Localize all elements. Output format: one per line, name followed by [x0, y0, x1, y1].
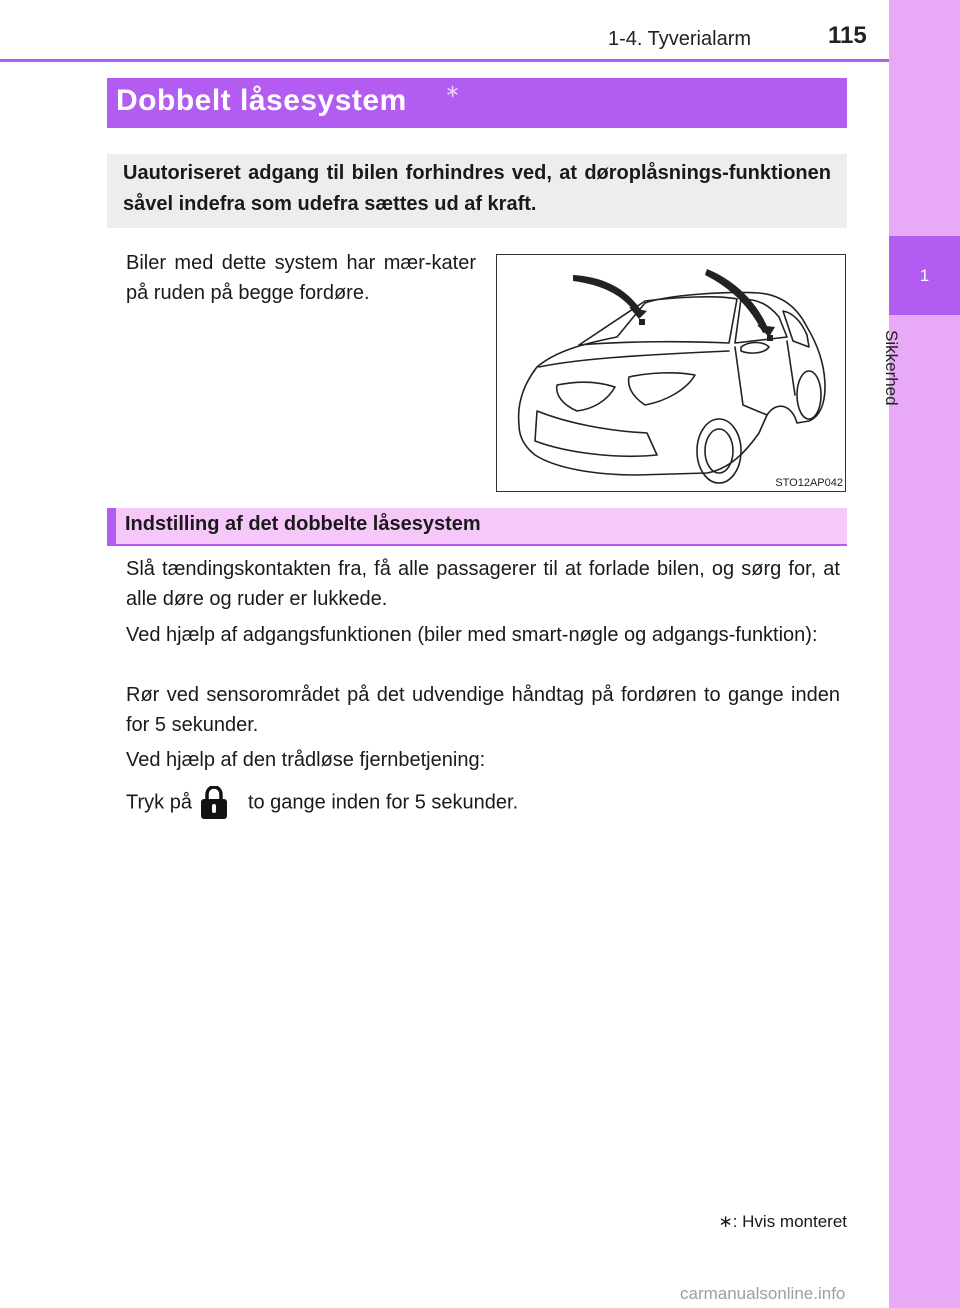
paragraph-2: Ved hjælp af adgangsfunktionen (biler med smart-nøgle og adgangs-funktion): — [126, 624, 818, 646]
page-title: Dobbelt låsesystem — [116, 84, 407, 117]
sticker-windshield — [639, 319, 645, 325]
header-rule — [0, 59, 889, 62]
chapter-label: Sikkerhed — [882, 330, 901, 406]
title-bar — [107, 78, 847, 128]
lock-icon — [200, 786, 228, 820]
chapter-number: 1 — [919, 265, 930, 285]
watermark: carmanualsonline.info — [680, 1284, 846, 1303]
summary-box — [107, 154, 847, 228]
paragraph-press — [126, 786, 840, 820]
page-number: 115 — [828, 22, 867, 49]
intro-text: Biler med dette system har mær-kater på ruden på begge fordøre. — [126, 252, 476, 304]
footnote-marker: ∗ — [718, 1212, 733, 1231]
footnote — [718, 1212, 847, 1232]
car-drawing — [497, 255, 845, 491]
subsection-accent — [107, 508, 116, 544]
press-text-before: Tryk på — [126, 791, 192, 814]
footnote-text: : Hvis monteret — [732, 1212, 847, 1231]
figure-code: STO12AP042 — [775, 477, 843, 489]
summary-text: Uautoriseret adgang til bilen forhindres ved, at døroplåsnings-funktionen såvel indefra som udefra sættes ud af kraft. — [123, 162, 831, 215]
side-strip — [882, 0, 960, 1308]
paragraph-4: Ved hjælp af den trådløse fjernbetjening: — [126, 749, 486, 771]
title-marker: ∗ — [445, 81, 461, 101]
subsection-title: Indstilling af det dobbelte låsesystem — [125, 513, 481, 535]
paragraph-1: Slå tændingskontakten fra, få alle passagerer til at forlade bilen, og sørg for, at alle døre og ruder er lukkede. — [126, 558, 840, 610]
paragraph-3: Rør ved sensorområdet på det udvendige håndtag på fordøren to gange inden for 5 sekunder. — [126, 684, 840, 736]
chapter-tab[interactable] — [889, 236, 960, 315]
press-text-after: to gange inden for 5 sekunder. — [247, 791, 519, 814]
header-section-title: 1-4. Tyverialarm — [608, 28, 752, 50]
car-illustration — [496, 254, 846, 492]
subsection-bar — [107, 508, 847, 546]
